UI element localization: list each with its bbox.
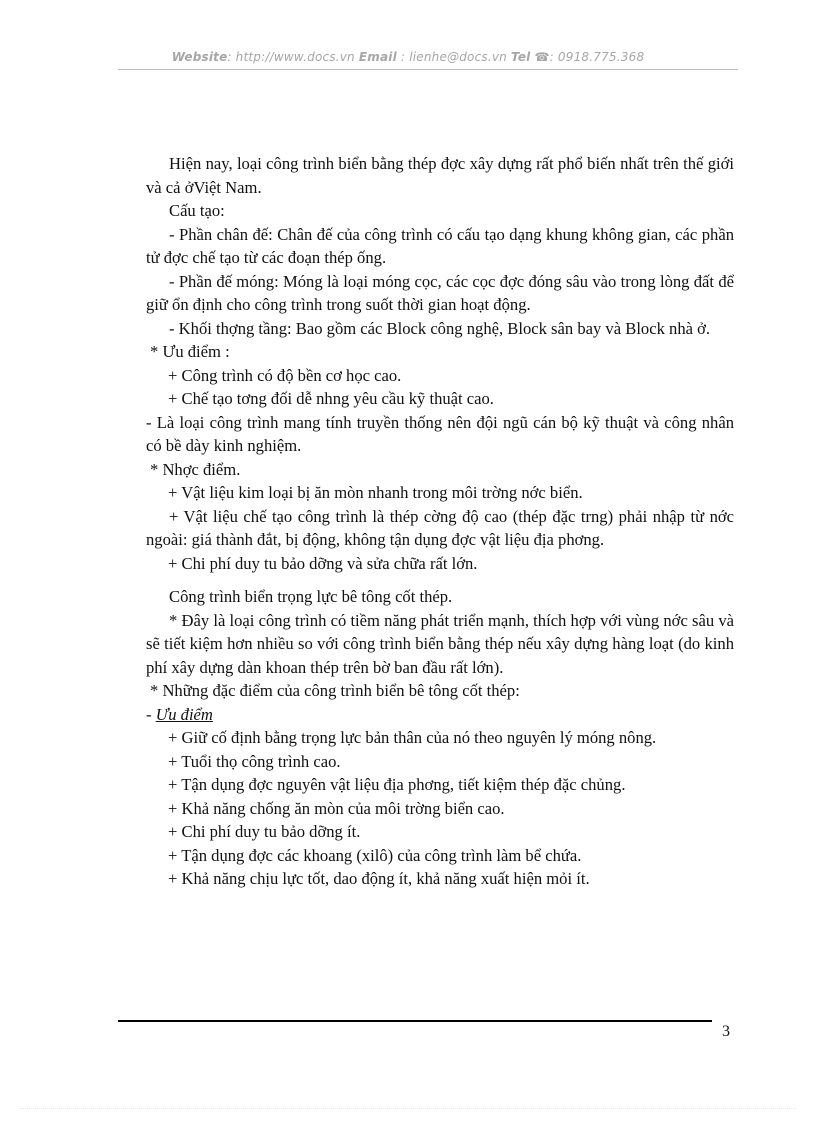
list-item: + Công trình có độ bền cơ học cao. — [168, 365, 402, 385]
paragraph-concrete-potential: * Đây là loại công trình có tiềm năng phát triển mạnh, thích hợp với vùng nớc sâu và sẽ tiết kiệm hơn nhiều so với công trình biển bằng thép nếu xây dựng hàng loạt (do kinh phí xây dựng dàn khoan thép trên bờ ban đầu rất lớn). — [146, 610, 734, 677]
dash-prefix: - — [146, 704, 156, 724]
list-item: + Chi phí duy tu bảo dỡng và sửa chữa rất lớn. — [168, 553, 478, 573]
email-label: Email — [358, 50, 397, 64]
tel-number: : 0918.775.368 — [549, 50, 645, 64]
paragraph-topside: - Khối thợng tầng: Bao gồm các Block công nghệ, Block sân bay và Block nhà ở. — [169, 318, 711, 338]
list-item: + Giữ cố định bằng trọng lực bản thân của nó theo nguyên lý móng nông. — [168, 728, 657, 747]
email-address: : lienhe@docs.vn — [396, 50, 507, 64]
tel-label: Tel — [510, 50, 531, 64]
list-item: + Khả năng chịu lực tốt, dao động ít, khả năng xuất hiện mỏi ít. — [168, 869, 590, 888]
heading-concrete-features: * Những đặc điểm của công trình biển bê tông cốt thép: — [150, 681, 520, 700]
list-item: + Chi phí duy tu bảo dỡng ít. — [168, 822, 361, 841]
footer-divider — [118, 1020, 712, 1022]
list-item: + Khả năng chống ăn mòn của môi trờng biển cao. — [168, 798, 505, 818]
page-edge-dots — [20, 1108, 796, 1109]
list-item: + Tận dụng đợc nguyên vật liệu địa phơng, tiết kiệm thép đặc chủng. — [168, 775, 626, 794]
heading-disadvantages: * Nhợc điểm. — [150, 459, 241, 479]
heading-structure: Cấu tạo: — [169, 201, 225, 220]
phone-icon: ☎ — [534, 50, 550, 64]
paragraph-foundation: - Phần đế móng: Móng là loại móng cọc, các cọc đợc đóng sâu vào trong lòng đất để giữ ổn định cho công trình trong suốt thời gian hoạt động. — [146, 271, 734, 314]
list-item: + Vật liệu kim loại bị ăn mòn nhanh trong môi trờng nớc biển. — [168, 483, 583, 502]
document-body — [146, 152, 734, 891]
section-title-concrete: Công trình biển trọng lực bê tông cốt thép. — [169, 587, 453, 606]
page-header — [0, 50, 816, 64]
paragraph-intro: Hiện nay, loại công trình biển bằng thép đợc xây dựng rất phổ biến nhất trên thế giới và cả ởViệt Nam. — [146, 154, 734, 197]
paragraph-base-frame: - Phần chân đế: Chân đế của công trình có cấu tạo dạng khung không gian, các phần tử đợc chế tạo từ các đoạn thép ống. — [146, 224, 734, 267]
list-item: + Vật liệu chế tạo công trình là thép cờng độ cao (thép đặc trng) phải nhập từ nớc ngoài: giá thành đắt, bị động, không tận dụng đợc vật liệu địa phơng. — [146, 506, 734, 549]
website-label: Website — [171, 50, 228, 64]
heading-advantages: * Ưu điểm : — [150, 342, 230, 361]
page-number: 3 — [722, 1023, 730, 1040]
advantages-label: Ưu điểm — [155, 704, 213, 724]
website-url: : http://www.docs.vn — [227, 50, 355, 64]
heading-concrete-advantages — [146, 703, 734, 727]
list-item: + Tuổi thọ công trình cao. — [168, 751, 341, 771]
paragraph-tradition: - Là loại công trình mang tính truyền thống nên đội ngũ cán bộ kỹ thuật và công nhân có bề dày kinh nghiệm. — [146, 412, 734, 455]
list-item: + Chế tạo tơng đối dễ nhng yêu cầu kỹ thuật cao. — [168, 389, 494, 408]
header-divider — [118, 69, 738, 70]
list-item: + Tận dụng đợc các khoang (xilô) của công trình làm bể chứa. — [168, 845, 582, 865]
